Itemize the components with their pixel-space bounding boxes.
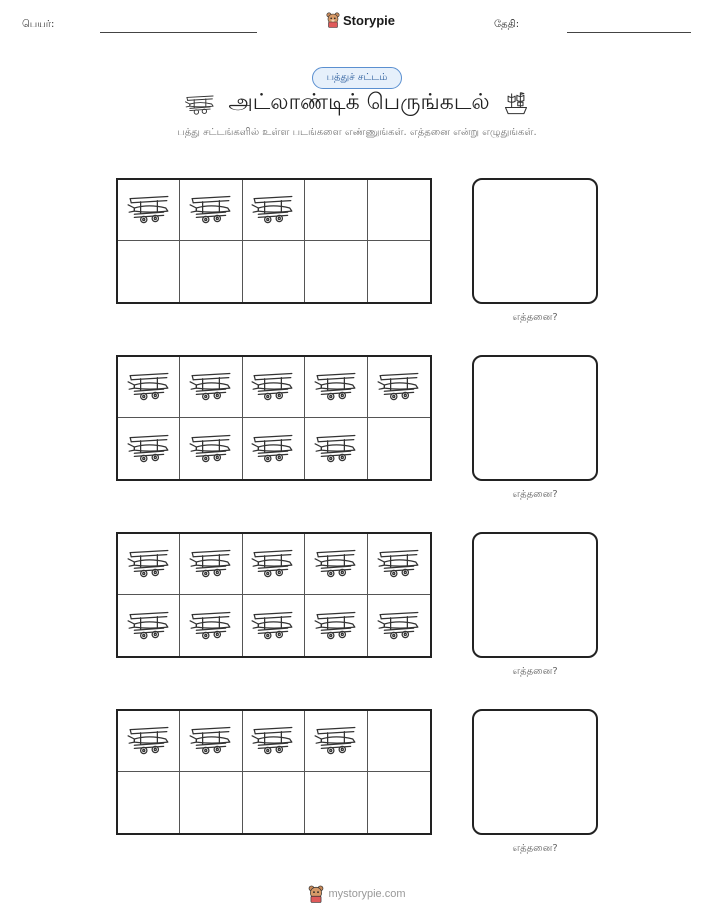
ten-frame — [116, 532, 432, 658]
biplane-icon — [250, 368, 296, 406]
biplane-icon — [313, 607, 359, 645]
ten-frame — [116, 709, 432, 835]
ten-frame-cell — [368, 357, 430, 418]
page-title: அட்லாண்டிக் பெருங்கடல் — [228, 90, 490, 115]
ten-frame-cell — [180, 534, 242, 595]
answer-box[interactable] — [472, 709, 598, 835]
ten-frame-cell — [305, 534, 367, 595]
ten-frame-cell — [305, 772, 367, 833]
ten-frame-cell — [243, 180, 305, 241]
ten-frame-cell — [243, 357, 305, 418]
ten-frame-cell — [180, 241, 242, 302]
answer-prompt: எத்தனை? — [512, 843, 558, 854]
answer-prompt: எத்தனை? — [512, 312, 558, 323]
ten-frame-cell — [118, 180, 180, 241]
biplane-icon — [313, 722, 359, 760]
biplane-icon — [184, 92, 216, 116]
bear-logo-icon — [326, 12, 340, 28]
biplane-icon — [376, 545, 422, 583]
answer-prompt: எத்தனை? — [512, 666, 558, 677]
name-field-line[interactable] — [100, 32, 257, 33]
biplane-icon — [126, 430, 172, 468]
ten-frame-cell — [243, 772, 305, 833]
biplane-icon — [250, 722, 296, 760]
title-row — [0, 90, 714, 118]
answer-box[interactable] — [472, 532, 598, 658]
ten-frame-cell — [305, 357, 367, 418]
biplane-icon — [313, 430, 359, 468]
date-label: தேதி: — [494, 19, 520, 30]
date-field-line[interactable] — [567, 32, 691, 33]
footer — [0, 885, 714, 903]
ten-frame-cell — [118, 241, 180, 302]
biplane-icon — [126, 368, 172, 406]
biplane-icon — [126, 191, 172, 229]
ten-frame-cell — [368, 772, 430, 833]
ten-frame-cell — [180, 772, 242, 833]
ten-frame-cell — [180, 357, 242, 418]
instructions: பத்து சட்டங்களில் உள்ள படங்களை எண்ணுங்கள். எத்தனை என்று எழுதுங்கள். — [177, 127, 537, 138]
ten-frame-cell — [118, 772, 180, 833]
biplane-icon — [250, 430, 296, 468]
ten-frame — [116, 178, 432, 304]
sailing-ship-icon — [502, 90, 530, 118]
ten-frame-cell — [180, 418, 242, 479]
biplane-icon — [126, 722, 172, 760]
ten-frame-cell — [243, 418, 305, 479]
ten-frame-cell — [180, 595, 242, 656]
ten-frame-cell — [118, 357, 180, 418]
footer-url[interactable]: mystorypie.com — [328, 888, 406, 900]
biplane-icon — [376, 607, 422, 645]
ten-frame-cell — [118, 711, 180, 772]
ten-frame-cell — [243, 534, 305, 595]
name-label: பெயர்: — [22, 19, 55, 30]
ten-frame-cell — [368, 595, 430, 656]
ten-frame-cell — [243, 595, 305, 656]
biplane-icon — [188, 430, 234, 468]
ten-frame-cell — [305, 180, 367, 241]
brand-name: Storypie — [343, 12, 396, 28]
ten-frame-cell — [368, 418, 430, 479]
ten-frame-cell — [368, 180, 430, 241]
ten-frame-cell — [180, 711, 242, 772]
ten-frame-cell — [368, 711, 430, 772]
answer-prompt: எத்தனை? — [512, 489, 558, 500]
bear-logo-icon — [308, 885, 324, 903]
ten-frame-cell — [243, 241, 305, 302]
ten-frame-cell — [305, 711, 367, 772]
biplane-icon — [188, 607, 234, 645]
biplane-icon — [126, 607, 172, 645]
biplane-icon — [376, 368, 422, 406]
ten-frame-cell — [368, 241, 430, 302]
ten-frame-cell — [305, 418, 367, 479]
answer-box[interactable] — [472, 178, 598, 304]
ten-frame — [116, 355, 432, 481]
ten-frame-cell — [118, 595, 180, 656]
ten-frame-cell — [180, 180, 242, 241]
brand-logo — [326, 12, 395, 28]
biplane-icon — [126, 545, 172, 583]
biplane-icon — [188, 722, 234, 760]
biplane-icon — [250, 607, 296, 645]
biplane-icon — [313, 545, 359, 583]
ten-frame-cell — [305, 595, 367, 656]
biplane-icon — [313, 368, 359, 406]
biplane-icon — [250, 191, 296, 229]
ten-frame-cell — [368, 534, 430, 595]
worksheet-type-badge: பத்துச் சட்டம் — [312, 67, 402, 89]
biplane-icon — [188, 368, 234, 406]
answer-box[interactable] — [472, 355, 598, 481]
biplane-icon — [250, 545, 296, 583]
ten-frame-cell — [243, 711, 305, 772]
ten-frame-cell — [305, 241, 367, 302]
ten-frame-cell — [118, 534, 180, 595]
ten-frame-cell — [118, 418, 180, 479]
biplane-icon — [188, 191, 234, 229]
biplane-icon — [188, 545, 234, 583]
